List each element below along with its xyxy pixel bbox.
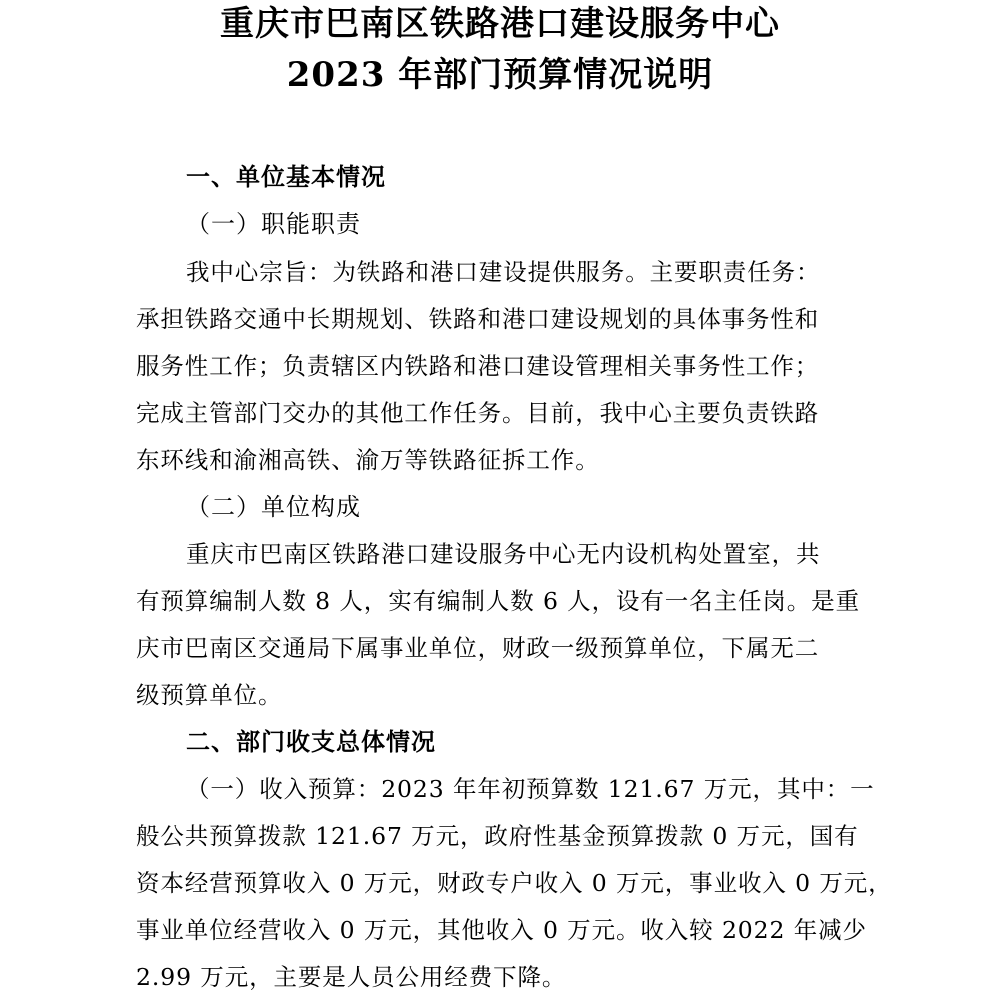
paragraph-line: 资本经营预算收入 0 万元，财政专户收入 0 万元，事业收入 0 万元， [136, 869, 893, 897]
paragraph-line: 重庆市巴南区铁路港口建设服务中心无内设机构处置室，共 [186, 540, 821, 568]
paragraph-line: 完成主管部门交办的其他工作任务。目前，我中心主要负责铁路 [136, 399, 820, 427]
paragraph-line: 我中心宗旨：为铁路和港口建设提供服务。主要职责任务： [186, 258, 821, 286]
section-heading-basic-info: 一、单位基本情况 [186, 162, 386, 191]
subsection-heading-composition: （二）单位构成 [186, 493, 361, 521]
document-title-line-1: 重庆市巴南区铁路港口建设服务中心 [220, 4, 780, 44]
paragraph-line: 服务性工作；负责辖区内铁路和港口建设管理相关事务性工作； [136, 352, 820, 380]
paragraph-line: 东环线和渝湘高铁、渝万等铁路征拆工作。 [136, 446, 600, 474]
document-title-line-2: 2023 年部门预算情况说明 [286, 55, 714, 95]
paragraph-line: 事业单位经营收入 0 万元，其他收入 0 万元。收入较 2022 年减少 [136, 916, 867, 944]
paragraph-line: 有预算编制人数 8 人，实有编制人数 6 人，设有一名主任岗。是重 [136, 587, 860, 615]
paragraph-line: 2.99 万元，主要是人员公用经费下降。 [136, 963, 567, 991]
paragraph-line: 庆市巴南区交通局下属事业单位，财政一级预算单位，下属无二 [136, 634, 820, 662]
section-heading-budget-overview: 二、部门收支总体情况 [186, 727, 436, 756]
paragraph-line: 级预算单位。 [136, 681, 283, 709]
paragraph-line: 般公共预算拨款 121.67 万元，政府性基金预算拨款 0 万元，国有 [136, 822, 859, 850]
subsection-heading-duties: （一）职能职责 [186, 210, 361, 238]
paragraph-line: 承担铁路交通中长期规划、铁路和港口建设规划的具体事务性和 [136, 305, 820, 333]
paragraph-line: （一）收入预算：2023 年年初预算数 121.67 万元，其中：一 [186, 775, 875, 803]
